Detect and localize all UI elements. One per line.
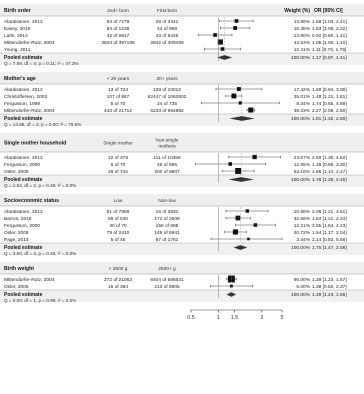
study-or-ci: 1.68 [0.94, 3.00] [312,87,347,93]
study-events-col2: 43 of 6426 [155,33,179,39]
study-events-col2: 111 of 10358 [153,155,181,161]
study-or-ci: 1.54 [1.17, 2.04] [312,230,347,236]
study-label: Alaräisänen, 2012 [4,155,43,161]
study-point [235,19,239,23]
x-tick-label: 5 [280,315,284,321]
group-header-band [0,262,364,274]
study-point [247,238,250,241]
study-point [239,101,242,104]
study-point [233,229,238,234]
group-col2-header: Non-low [158,199,176,204]
study-events-col1: 79 of 2410 [106,230,130,236]
study-point [246,209,249,212]
study-point [231,94,236,99]
study-or-ci: 2.27 [2.06, 2.50] [312,108,347,114]
study-events-col1: 28 of 742 [107,169,129,175]
study-events-col1: 93 of 7279 [106,19,130,25]
study-label: Barros, 2018 [4,216,32,222]
study-label: Alaräisänen, 2012 [4,87,43,93]
study-or-ci: 0.92 [0.60, 1.41] [312,33,347,39]
study-events-col2: 44 of 968 [156,26,178,32]
study-events-col2: 149 of 6941 [154,230,180,236]
pooled-or-ci: 1.75 [1.47, 2.08] [312,246,347,252]
study-or-ci: 1.65 [1.10, 2.47] [312,169,347,175]
study-events-col2: 16 of 2831 [155,209,179,215]
x-tick-label: 1 [216,315,220,321]
or-column-header: OR [95% CI] [314,8,343,14]
study-events-col2: 6233 of 684982 [150,108,184,114]
pooled-label: Pooled estimate [4,116,43,123]
study-events-col2: 62447 of 1062602 [147,94,187,100]
study-label: Alaräisänen, 2012 [4,19,43,25]
study-point [237,87,241,91]
study-weight: 40.72% [293,230,310,236]
study-events-col1: 30 of 70 [109,223,127,229]
pooled-weight: 100.00% [291,117,310,123]
study-weight: 63.18% [293,169,310,175]
study-events-col1: 272 of 21063 [103,277,133,283]
study-events-col1: 3834 of 397195 [101,40,135,46]
pooled-weight: 100.00% [291,246,310,252]
study-events-col2: 172 of 2608 [154,216,180,222]
study-events-col2: 108 of 10012 [152,87,182,93]
pooled-or-ci: 1.78 [1.29, 2.45] [312,178,347,184]
group-title: Single mother household [4,140,67,147]
group-col1-header: Single mother [103,141,133,147]
study-point [254,223,258,227]
study-events-col1: 15 of 394 [107,284,129,290]
group-title: Mother's age [4,76,36,82]
group-col2-header: 20+ years [156,77,178,82]
study-or-ci: 2.14 [0.83, 5.56] [312,237,347,243]
study-events-col1: 107 of 867 [106,94,130,100]
study-label: Osler, 2008 [4,230,29,236]
group-col1-header: Low [113,199,123,204]
study-label: Osler, 2008 [4,169,29,175]
study-events-col2: 213 of 8905 [154,284,180,290]
heterogeneity-stats: Q = 3.60, df = 4, p = 0.46; I² = 0.0% [4,251,77,256]
x-tick-label: 1.5 [230,315,239,321]
heterogeneity-stats: Q = 7.59, df = 4, p = 0.11; I² = 47.3% [4,61,79,66]
study-events-col1: 443 of 21712 [103,108,133,114]
heterogeneity-stats: Q = 14.65, df = 3, p = 0.00; I² = 79.5% [4,122,82,127]
study-events-col2: 28 of 3441 [155,19,179,25]
study-label: Fergusson, 1999 [4,101,41,107]
study-events-col1: 84 of 1238 [106,26,130,32]
study-point [213,33,217,37]
group-title: Socioeconomic status [4,198,60,204]
study-weight: 95.00% [293,277,310,283]
study-weight: 5.00% [296,284,310,290]
study-or-ci: 1.39 [0.82, 2.37] [312,284,347,290]
study-label: Page, 2014 [4,237,29,243]
study-label: Fergusson, 2000 [4,162,41,168]
x-tick-label: 3 [260,315,264,321]
x-tick-label: 0.5 [187,315,195,321]
study-point [228,162,232,166]
study-label: Lahti, 2014 [4,33,28,39]
study-events-col1: 5 of 70 [110,101,126,107]
study-label: Alaräisänen, 2012 [4,209,43,215]
study-or-ci: 1.58 [1.03, 2.41] [312,19,347,25]
study-point [221,47,225,51]
pooled-label: Pooled estimate [4,55,43,62]
study-label: Christoffersen, 2003 [4,94,48,100]
study-or-ci: 1.74 [0.65, 4.69] [312,101,347,107]
study-or-ci: 1.11 [0.70, 1.76] [312,47,347,53]
pooled-label: Pooled estimate [4,292,43,299]
group-title: Birth weight [4,266,34,272]
study-point [233,26,237,30]
study-label: Young, 2011 [4,47,31,53]
study-weight: 17.42% [293,87,310,93]
weight-column-header: Weight (%) [284,8,310,14]
group-col2-header: Non-single [155,138,179,144]
study-or-ci: 1.64 [1.21, 2.24] [312,216,347,222]
study-point [252,155,256,159]
pooled-weight: 100.00% [291,293,310,299]
study-weight: 16.38% [293,26,310,32]
study-weight: 3.44% [296,237,310,243]
study-weight: 12.21% [293,223,310,229]
group-col2-header: 2500+ g [158,267,176,272]
study-label: Mittendorfer-Rutz, 2004 [4,277,55,283]
pooled-or-ci: 1.81 [1.32, 2.50] [312,117,347,123]
study-point [236,216,241,221]
group-title: Birth order [4,8,31,14]
study-events-col2: 200 of 8607 [154,169,180,175]
study-label: Fergusson, 2000 [4,223,41,229]
pooled-weight: 100.00% [291,56,310,62]
study-point [248,107,253,112]
study-events-col2: 45 of 695 [156,162,178,168]
study-label: Mittendorfer-Rutz, 2004 [4,108,55,114]
study-or-ci: 1.53 [1.05, 2.22] [312,26,347,32]
study-weight: 13.80% [293,33,310,39]
pooled-or-ci: 1.17 [0.97, 1.41] [312,56,347,62]
study-events-col1: 91 of 7859 [106,209,130,215]
study-weight: 39.23% [293,108,310,114]
pooled-weight: 100.00% [291,178,310,184]
study-or-ci: 1.48 [1.21, 1.81] [312,94,347,100]
study-weight: 10.98% [293,209,310,215]
study-events-col1: 5 of 45 [110,237,126,243]
study-or-ci: 2.55 [1.54, 4.23] [312,223,347,229]
study-events-col2: 2842 of 309499 [150,40,184,46]
study-point [235,168,241,174]
study-weight: 12.95% [293,162,310,168]
study-events-col2: 97 of 1761 [155,237,179,243]
study-weight: 13.89% [293,19,310,25]
study-weight: 35.01% [293,94,310,100]
study-label: Easey, 2019 [4,26,31,32]
study-events-col2: 158 of 695 [155,223,179,229]
study-weight: 23.67% [293,155,310,161]
pooled-or-ci: 1.39 [1.23, 1.56] [312,293,347,299]
pooled-label: Pooled estimate [4,177,43,184]
group-col2-header: First born [156,9,178,14]
group-col1-header: < 2500 g [108,267,128,272]
study-weight: 8.34% [296,101,310,107]
study-events-col1: 42 of 6817 [106,33,130,39]
study-or-ci: 2.08 [1.21, 3.51] [312,209,347,215]
group-col2-header: mothers [158,144,176,150]
study-events-col1: 10 of 379 [107,155,129,161]
study-weight: 43.53% [293,40,310,46]
study-weight: 12.41% [293,47,310,53]
study-weight: 32.65% [293,216,310,222]
study-events-col1: 6 of 70 [110,162,126,168]
group-header-band [0,72,364,84]
study-events-col2: 24 of 735 [156,101,178,107]
heterogeneity-stats: Q = 1.54, df = 2, p = 0.46; I² = 0.0% [4,183,77,188]
study-events-col1: 13 of 724 [107,87,129,93]
study-label: Mittendorfer-Rutz, 2004 [4,40,55,46]
group-col1-header: 2nd+ born [107,9,129,14]
pooled-label: Pooled estimate [4,245,43,252]
study-or-ci: 1.05 [1.00, 1.10] [312,40,347,46]
study-or-ci: 1.39 [1.23, 1.57] [312,277,347,283]
group-col1-header: < 20 years [106,77,130,82]
study-or-ci: 2.50 [1.30, 4.82] [312,155,347,161]
study-label: Osler, 2008 [4,284,29,290]
study-or-ci: 1.35 [0.56, 3.30] [312,162,347,168]
study-events-col2: 6404 of 685631 [150,277,184,283]
study-events-col1: 59 of 630 [107,216,129,222]
heterogeneity-stats: Q = 0.00, df = 1, p = 0.99; I² = 0.0% [4,298,77,303]
